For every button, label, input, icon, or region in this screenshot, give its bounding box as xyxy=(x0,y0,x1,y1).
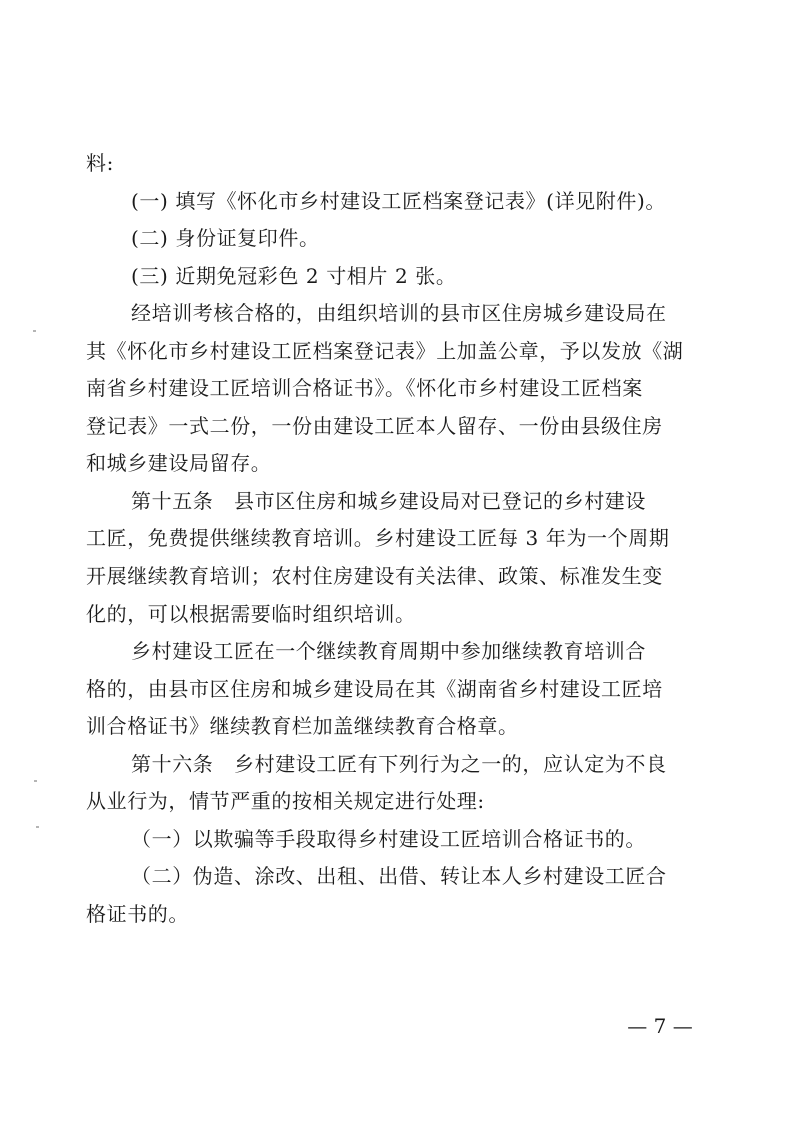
text-line-8: 登记表》一式二份，一份由建设工匠本人留存、一份由县级住房 xyxy=(86,413,663,438)
text-line-2: (一) 填写《怀化市乡村建设工匠档案登记表》(详见附件)。 xyxy=(131,188,666,213)
text-line-15: 格的，由县市区住房和城乡建设局在其《湖南省乡村建设工匠培 xyxy=(86,676,663,701)
text-line-6: 其《怀化市乡村建设工匠档案登记表》上加盖公章，予以发放《湖 xyxy=(86,338,684,363)
scan-speck xyxy=(34,780,37,782)
text-line-1: 料: xyxy=(86,151,114,175)
text-line-3: (二) 身份证复印件。 xyxy=(131,226,320,251)
text-line-18: 从业行为，情节严重的按相关规定进行处理: xyxy=(86,789,485,814)
text-line-17: 第十六条 乡村建设工匠有下列行为之一的，应认定为不良 xyxy=(131,751,667,776)
text-line-5: 经培训考核合格的，由组织培训的县市区住房城乡建设局在 xyxy=(131,301,667,326)
scan-speck xyxy=(36,826,39,828)
scan-speck xyxy=(33,330,36,332)
text-line-14: 乡村建设工匠在一个继续教育周期中参加继续教育培训合 xyxy=(131,639,646,664)
document-body xyxy=(86,145,714,933)
page-number: — 7 — xyxy=(627,1014,693,1038)
text-line-9: 和城乡建设局留存。 xyxy=(86,451,272,476)
text-line-16: 训合格证书》继续教育栏加盖继续教育合格章。 xyxy=(86,714,519,739)
text-line-10: 第十五条 县市区住房和城乡建设局对已登记的乡村建设 xyxy=(131,488,646,513)
text-line-7: 南省乡村建设工匠培训合格证书》。《怀化市乡村建设工匠档案 xyxy=(86,376,643,401)
text-line-20: （二）伪造、涂改、出租、出借、转让本人乡村建设工匠合 xyxy=(131,864,667,889)
text-line-13: 化的，可以根据需要临时组织培训。 xyxy=(86,601,416,626)
text-line-11: 工匠，免费提供继续教育培训。乡村建设工匠每 3 年为一个周期 xyxy=(86,526,670,551)
text-line-19: （一）以欺骗等手段取得乡村建设工匠培训合格证书的。 xyxy=(131,826,646,851)
text-line-12: 开展继续教育培训；农村住房建设有关法律、政策、标准发生变 xyxy=(86,564,663,589)
text-line-4: (三) 近期免冠彩色 2 寸相片 2 张。 xyxy=(131,263,457,288)
text-line-21: 格证书的。 xyxy=(86,901,189,926)
